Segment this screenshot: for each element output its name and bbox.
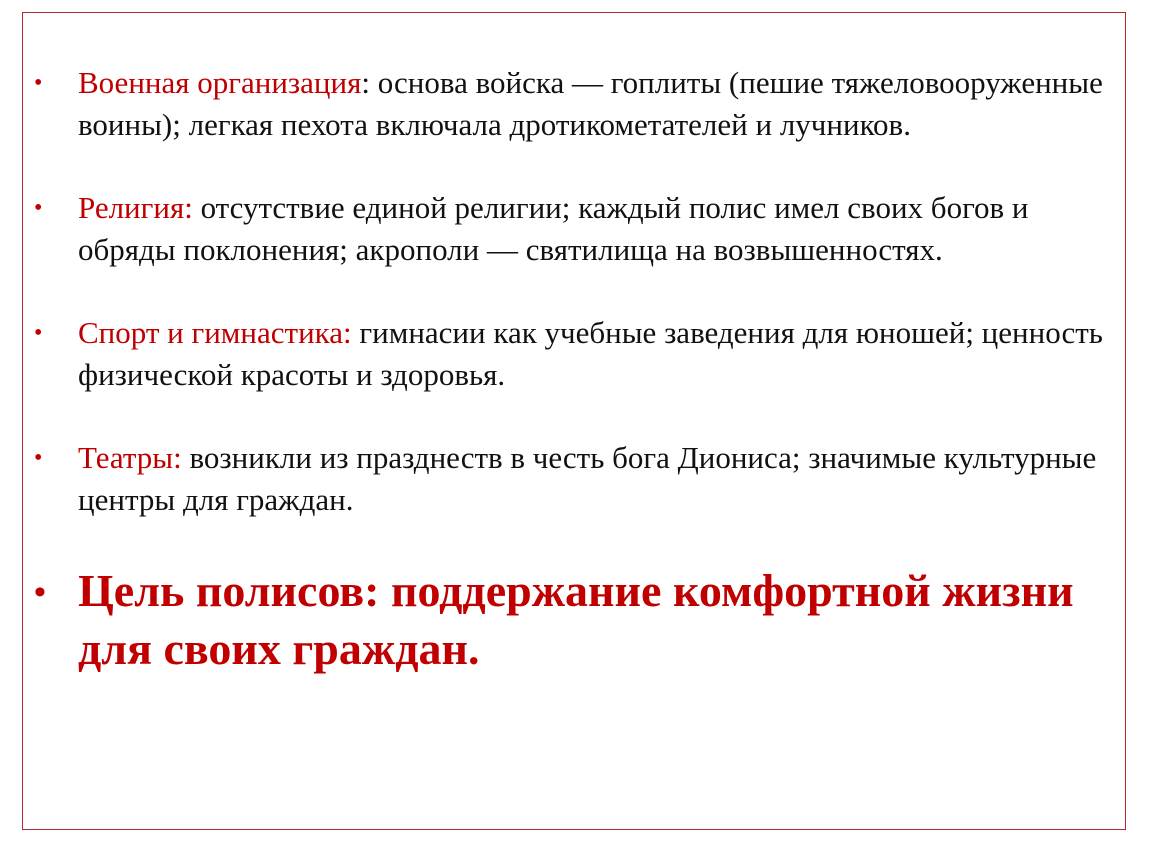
bullet-religion — [32, 187, 1112, 271]
bullet-term: Спорт и гимнастика: — [78, 315, 360, 350]
bullet-term: Военная организация — [78, 65, 362, 100]
bullet-term: Религия: — [78, 190, 201, 225]
conclusion-text: Цель полисов: поддержание комфортной жизни для своих граждан. — [78, 565, 1074, 674]
bullet-dot: • — [34, 195, 43, 221]
bullet-text: возникли из празднеств в честь бога Диониса; значимые культурные центры для граждан. — [78, 440, 1097, 517]
bullet-text: отсутствие единой религии; каждый полис имел своих богов и обряды поклонения; акрополи — святилища на возвышенностях. — [78, 190, 1029, 267]
bullet-dot: • — [34, 70, 43, 96]
bullet-military — [32, 62, 1112, 146]
bullet-term: Театры: — [78, 440, 190, 475]
bullet-dot: • — [34, 445, 43, 471]
bullet-conclusion — [32, 562, 1112, 678]
bullet-text: гимнасии как учебные заведения для юношей; ценность физической красоты и здоровья. — [78, 315, 1103, 392]
bullet-dot: • — [34, 574, 46, 611]
bullet-list — [32, 62, 1112, 719]
bullet-sport — [32, 312, 1112, 396]
bullet-text: : основа войска — гоплиты (пешие тяжеловооруженные воины); легкая пехота включала дротикометателей и лучников. — [78, 65, 1103, 142]
bullet-theaters — [32, 437, 1112, 521]
bullet-dot: • — [34, 320, 43, 346]
